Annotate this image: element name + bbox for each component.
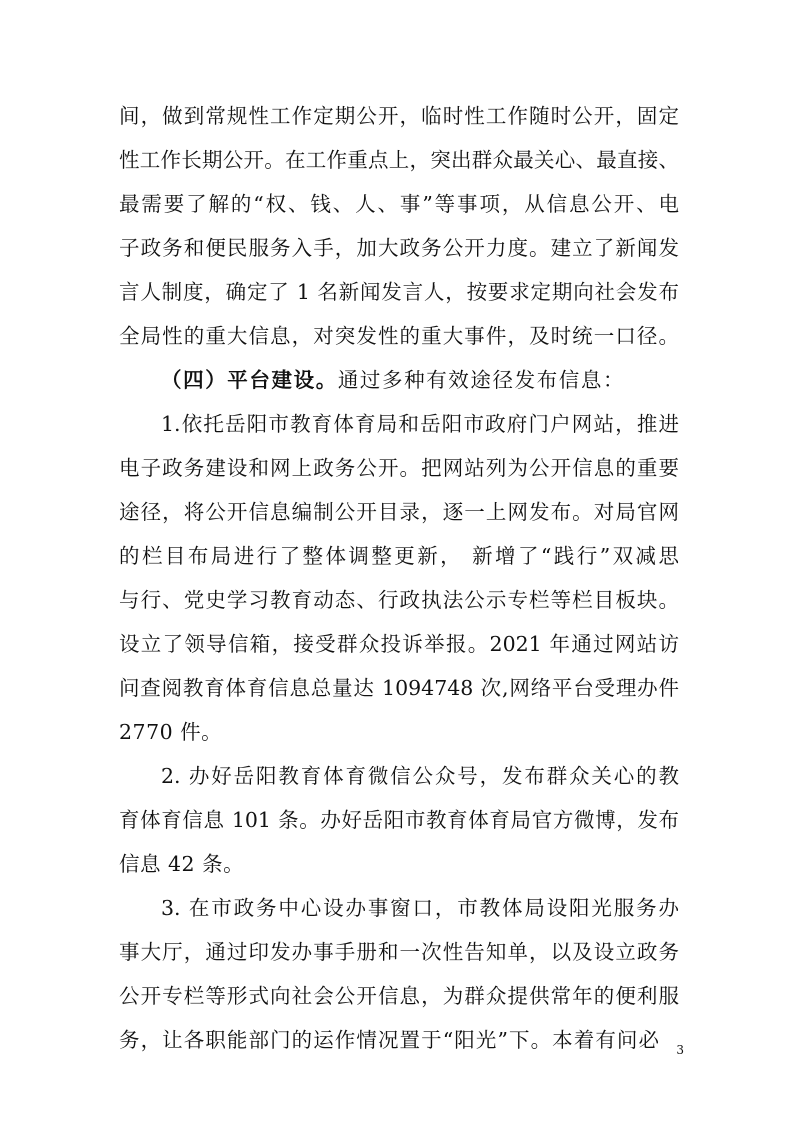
- page-number: 3: [676, 1043, 684, 1057]
- body-line: 电子政务建设和网上政务公开。把网站列为公开信息的重要: [119, 456, 679, 480]
- body-line: 设立了领导信箱，接受群众投诉举报。2021 年通过网站访: [119, 632, 679, 656]
- body-line: 务，让各职能部门的运作情况置于“阳光”下。本着有问必: [119, 1028, 659, 1052]
- section-heading-text: 通过多种有效途径发布信息：: [337, 368, 626, 392]
- body-line: 问查阅教育体育信息总量达 1094748 次,网络平台受理办件: [119, 676, 679, 700]
- body-line: 的栏目布局进行了整体调整更新， 新增了“践行”双减思: [119, 544, 679, 568]
- body-line: 事大厅，通过印发办事手册和一次性告知单，以及设立政务: [119, 940, 679, 964]
- body-line: 与行、党史学习教育动态、行政执法公示专栏等栏目板块。: [119, 588, 679, 612]
- section-heading-line: [161, 368, 681, 392]
- body-line: 3. 在市政务中心设办事窗口，市教体局设阳光服务办: [161, 896, 679, 920]
- body-line: 公开专栏等形式向社会公开信息，为群众提供常年的便利服: [119, 984, 679, 1008]
- section-heading: （四）平台建设。: [161, 368, 338, 392]
- body-line: 全局性的重大信息，对突发性的重大事件，及时统一口径。: [119, 324, 679, 348]
- body-line: 途径，将公开信息编制公开目录，逐一上网发布。对局官网: [119, 500, 679, 524]
- body-line: 育体育信息 101 条。办好岳阳市教育体育局官方微博，发布: [119, 808, 679, 832]
- body-line: 2770 件。: [119, 720, 223, 744]
- body-line: 言人制度，确定了 1 名新闻发言人，按要求定期向社会发布: [119, 280, 679, 304]
- body-line: 2. 办好岳阳教育体育微信公众号，发布群众关心的教: [161, 764, 679, 788]
- body-line: 子政务和便民服务入手，加大政务公开力度。建立了新闻发: [119, 236, 679, 260]
- body-line: 间，做到常规性工作定期公开，临时性工作随时公开，固定: [119, 104, 679, 128]
- body-line: 信息 42 条。: [119, 852, 245, 876]
- body-line: 最需要了解的“权、钱、人、事”等事项，从信息公开、电: [119, 192, 679, 216]
- body-line: 性工作长期公开。在工作重点上，突出群众最关心、最直接、: [119, 148, 679, 172]
- body-line: 1.依托岳阳市教育体育局和岳阳市政府门户网站，推进: [161, 412, 679, 436]
